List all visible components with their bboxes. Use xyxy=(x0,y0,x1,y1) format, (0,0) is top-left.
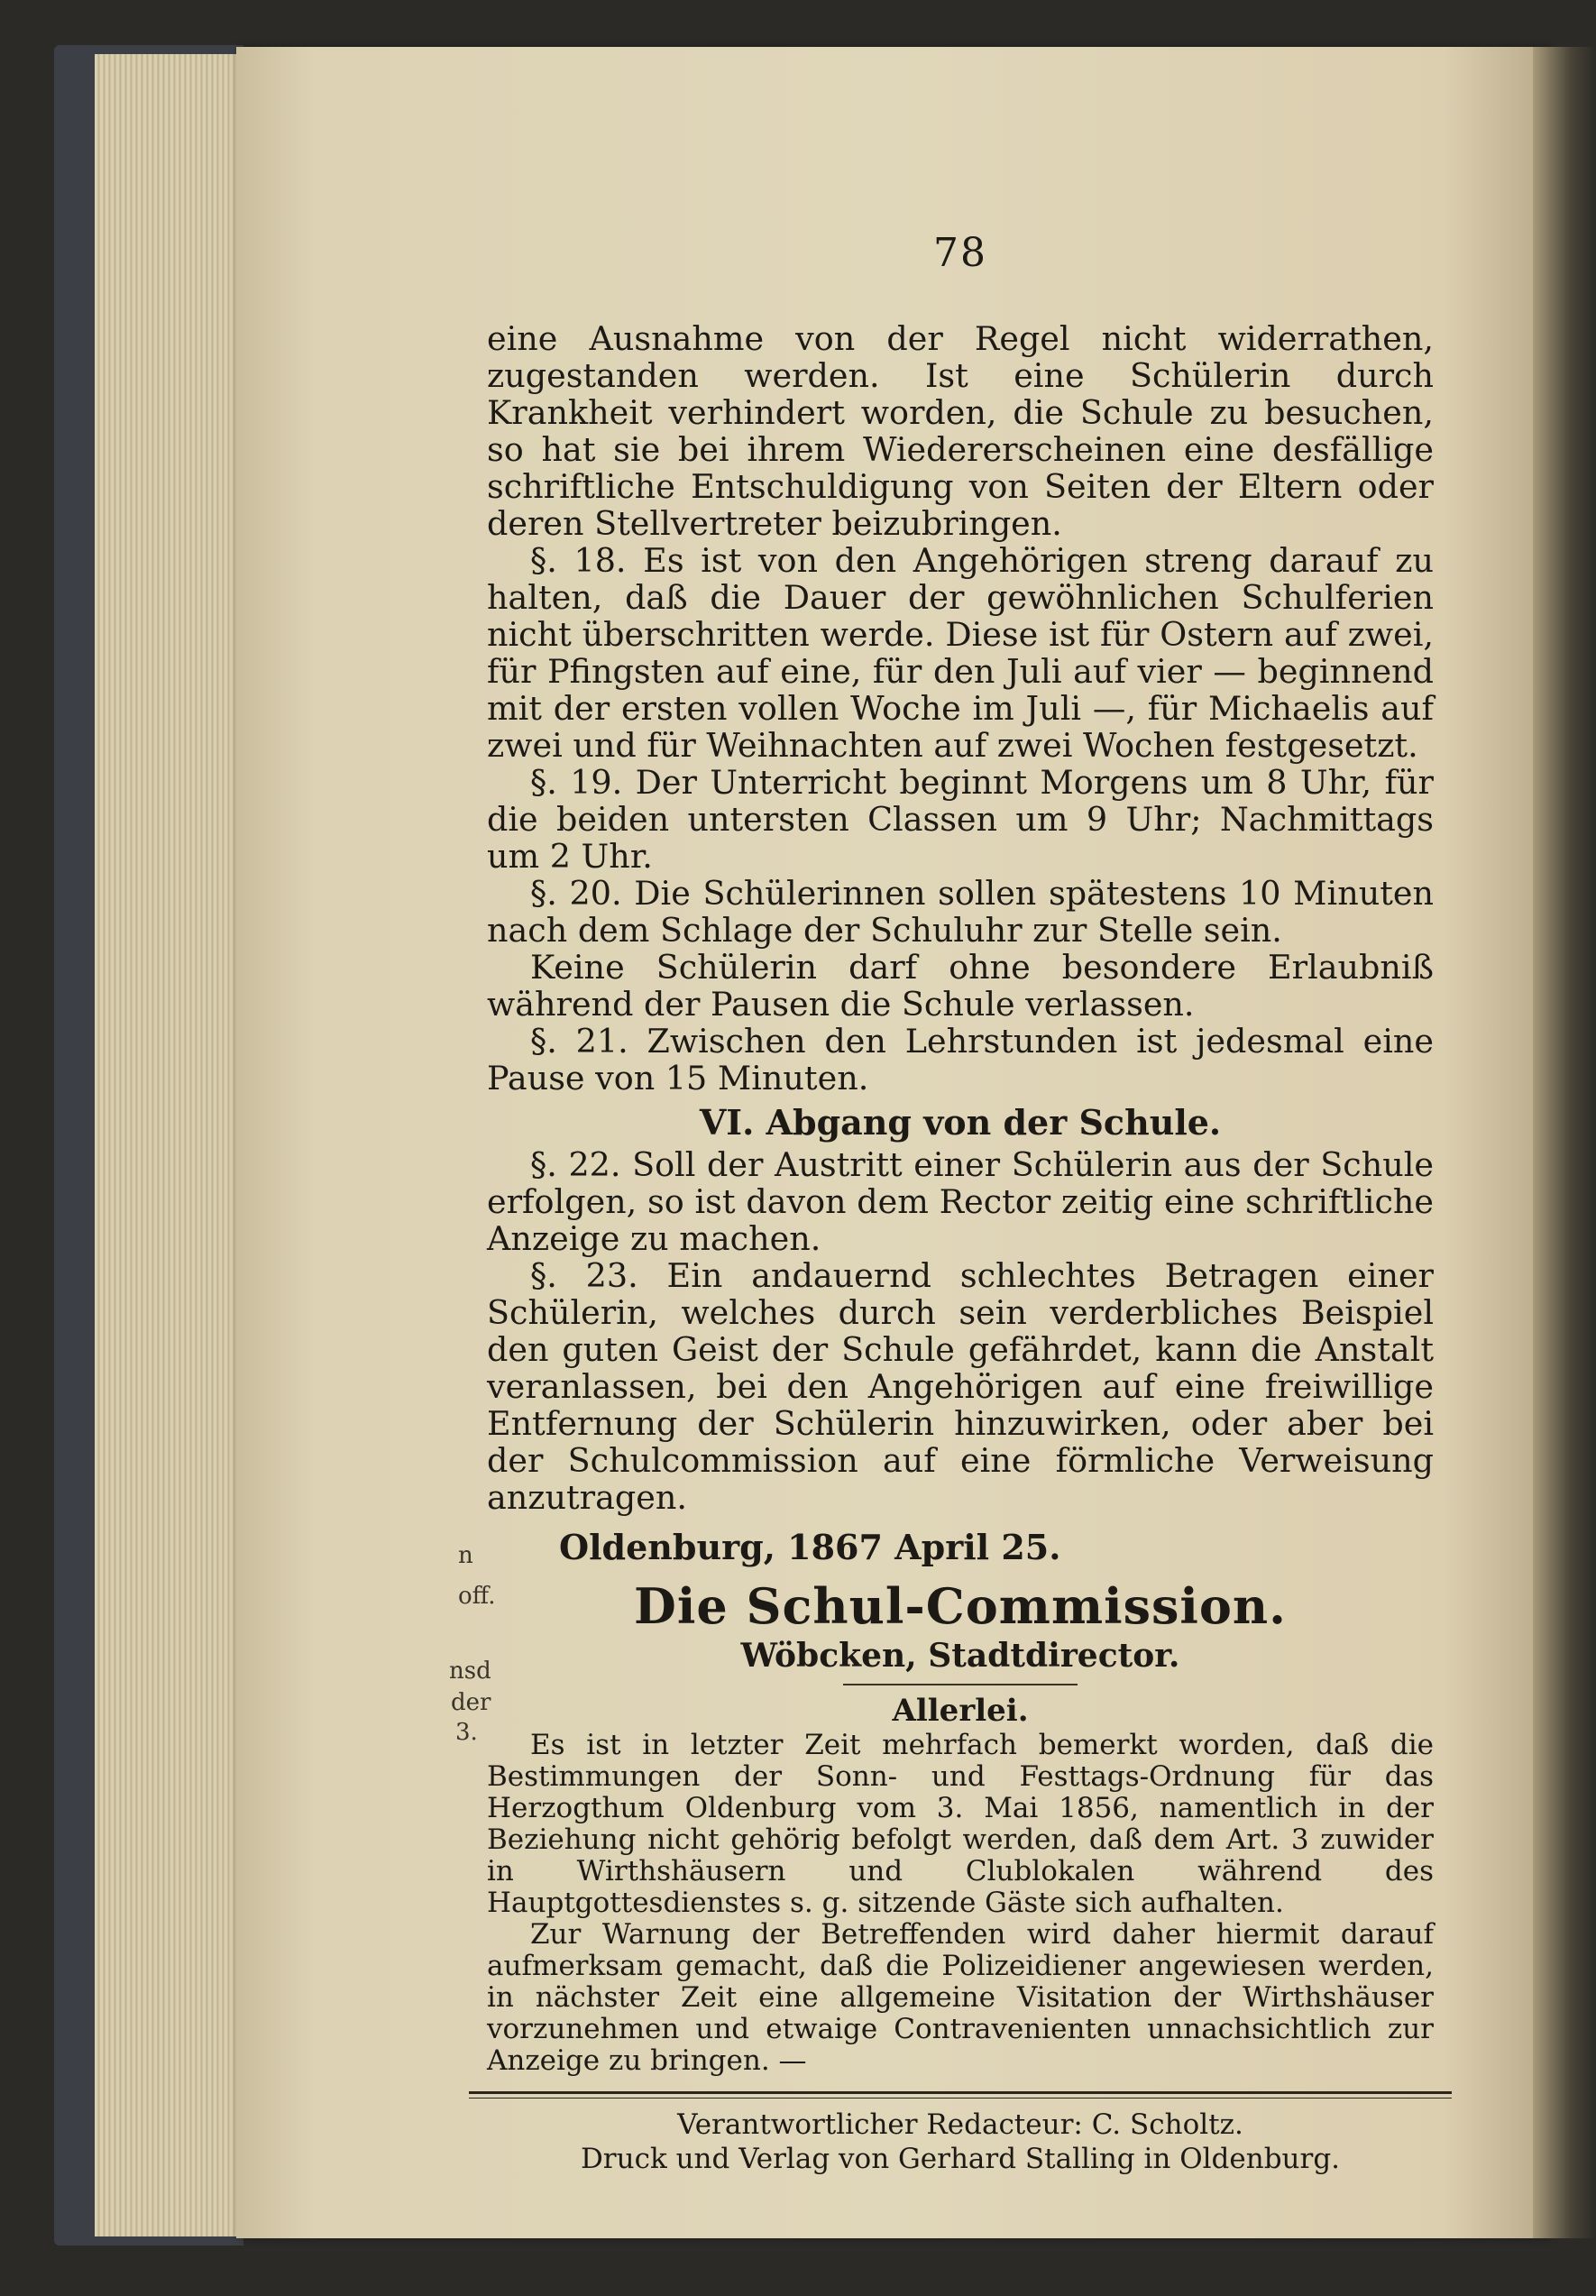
separator-rule xyxy=(843,1684,1078,1685)
paragraph: §. 18. Es ist von den Angehörigen streng darauf zu halten, daß die Dauer der gewöhnlichen Schulferien nicht überschritten werde. Diese ist für Ostern auf zwei, für Pfingsten auf eine, für den Juli auf vier — beginnend mit der ersten vollen Woche im Juli —, für Michaelis auf zwei und für Weihnachten auf zwei Wochen festgesetzt. xyxy=(487,541,1434,765)
body-text xyxy=(487,320,1434,2176)
paragraph: Keine Schülerin darf ohne besondere Erlaubniß während der Pausen die Schule verlassen. xyxy=(487,948,1434,1024)
paragraph: eine Ausnahme von der Regel nicht widerrathen, zugestanden werden. Ist eine Schülerin durch Krankheit verhindert worden, die Schule zu besuchen, so hat sie bei ihrem Wiedererscheinen eine desfällige schriftliche Entschuldigung von Seiten der Eltern oder deren Stellvertreter beizubringen. xyxy=(487,319,1434,543)
gutter-shadow xyxy=(1533,47,1596,2238)
paragraph: §. 23. Ein andauernd schlechtes Betragen einer Schülerin, welches durch sein verderbliches Beispiel den guten Geist der Schule gefährdet, kann die Anstalt veranlassen, bei den Angehörigen auf eine freiwillige Entfernung der Schülerin hinzuwirken, oder aber bei der Schulcommission auf eine förmliche Verweisung anzutragen. xyxy=(487,1256,1434,1517)
dateline: Oldenburg, 1867 April 25. xyxy=(559,1527,1061,1567)
editor-line: Verantwortlicher Redacteur: C. Scholtz. xyxy=(677,2108,1243,2141)
printer-line: Druck und Verlag von Gerhard Stalling in Oldenburg. xyxy=(580,2143,1341,2175)
notice-paragraph: Es ist in letzter Zeit mehrfach bemerkt worden, daß die Bestimmungen der Sonn- und Festtags-Ordnung für das Herzogthum Oldenburg vom 3. Mai 1856, namentlich in der Beziehung nicht gehörig befolgt werden, daß dem Art. 3 zuwider in Wirthshäusern und Clublokalen während des Hauptgottesdienstes s. g. sitzende Gäste sich aufhalten. xyxy=(487,1729,1434,1919)
commission-title: Die Schul-Commission. xyxy=(633,1577,1287,1635)
notice-paragraph: Zur Warnung der Betreffenden wird daher hiermit darauf aufmerksam gemacht, daß die Polizeidiener angewiesen werden, in nächster Zeit eine allgemeine Visitation der Wirthshäuser vorzunehmen und etwaige Contravenienten unnachsichtlich zur Anzeige zu bringen. — xyxy=(487,1918,1434,2077)
misc-title: Allerlei. xyxy=(892,1693,1029,1729)
marginal-note: 3. xyxy=(455,1719,478,1746)
footer-rule xyxy=(469,2091,1452,2099)
paragraph: §. 19. Der Unterricht beginnt Morgens um 8 Uhr, für die beiden untersten Classen um 9 Uhr; Nachmittags um 2 Uhr. xyxy=(487,763,1434,876)
signature: Wöbcken, Stadtdirector. xyxy=(740,1637,1180,1675)
paragraph: §. 22. Soll der Austritt einer Schülerin aus der Schule erfolgen, so ist davon dem Rector zeitig eine schriftliche Anzeige zu machen. xyxy=(487,1145,1434,1258)
paragraph: §. 20. Die Schülerinnen sollen spätestens 10 Minuten nach dem Schlage der Schuluhr zur Stelle sein. xyxy=(487,874,1434,950)
marginal-note: nsd xyxy=(449,1658,491,1685)
marginal-note: off. xyxy=(458,1583,496,1610)
marginal-note: n xyxy=(458,1542,473,1569)
paragraph: §. 21. Zwischen den Lehrstunden ist jedesmal eine Pause von 15 Minuten. xyxy=(487,1022,1434,1097)
page-number: 78 xyxy=(933,230,987,276)
page-stack-edge xyxy=(95,54,248,2236)
section-heading: VI. Abgang von der Schule. xyxy=(699,1102,1222,1143)
marginal-note: der xyxy=(451,1689,491,1716)
